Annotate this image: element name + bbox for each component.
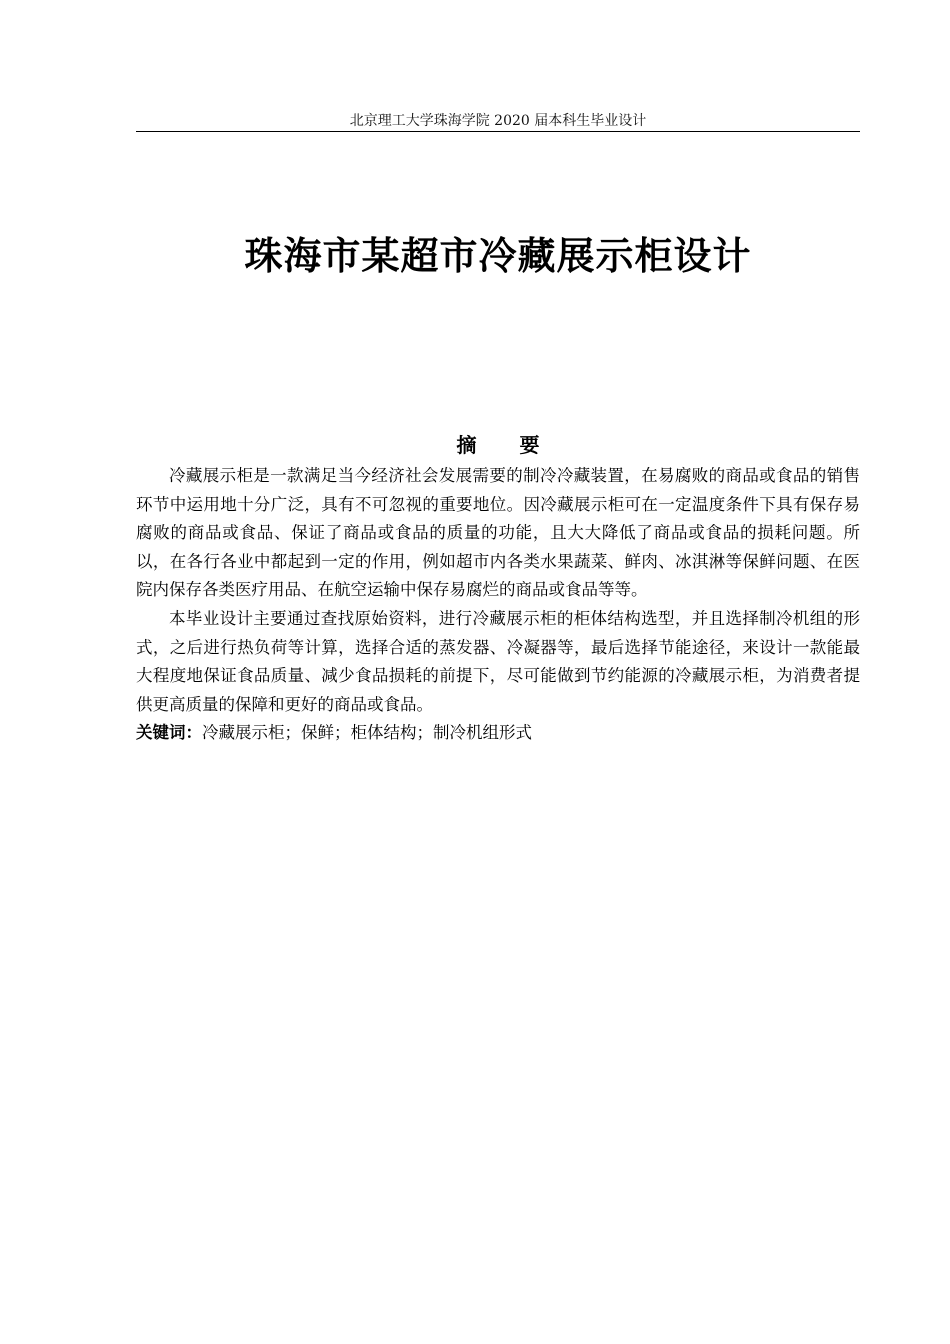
abstract-heading: 摘 要 [456,433,558,457]
abstract-body [136,462,860,748]
keywords-line [136,719,860,748]
abstract-paragraph: 本毕业设计主要通过查找原始资料，进行冷藏展示柜的柜体结构选型，并且选择制冷机组的形式，之后进行热负荷等计算，选择合适的蒸发器、冷凝器等，最后选择节能途径，来设计一款能最大程度地保证食品质量、减少食品损耗的前提下，尽可能做到节约能源的冷藏展示柜，为消费者提供更高质量的保障和更好的商品或食品。 [136,608,860,714]
keywords-text: 冷藏展示柜；保鲜；柜体结构；制冷机组形式 [202,723,532,743]
document-title: 珠海市某超市冷藏展示柜设计 [244,234,752,278]
header-rule [136,131,860,132]
keywords-label: 关键词： [136,723,202,743]
page-header: 北京理工大学珠海学院 2020 届本科生毕业设计 [349,113,647,129]
abstract-paragraph: 冷藏展示柜是一款满足当今经济社会发展需要的制冷冷藏装置，在易腐败的商品或食品的销售环节中运用地十分广泛，具有不可忽视的重要地位。因冷藏展示柜可在一定温度条件下具有保存易腐败的商品或食品、保证了商品或食品的质量的功能，且大大降低了商品或食品的损耗问题。所以，在各行各业中都起到一定的作用，例如超市内各类水果蔬菜、鲜肉、冰淇淋等保鲜问题、在医院内保存各类医疗用品、在航空运输中保存易腐烂的商品或食品等等。 [136,466,860,600]
